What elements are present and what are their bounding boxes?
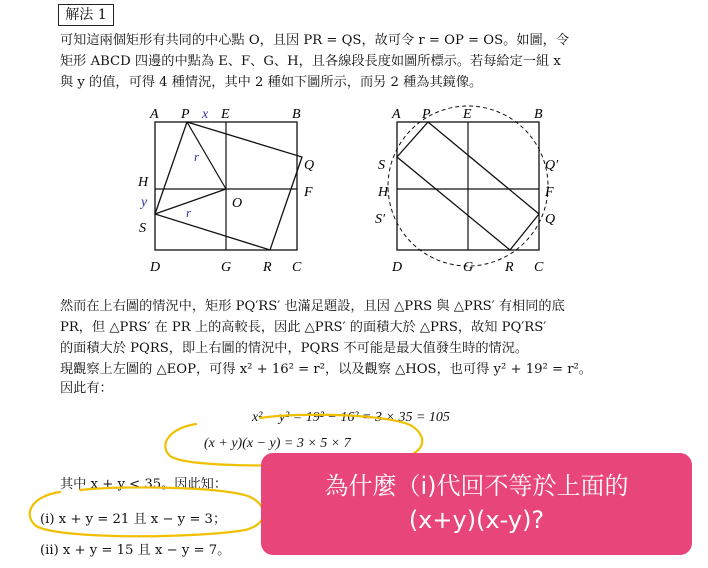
solution-heading: 解法 1 bbox=[58, 4, 114, 26]
label-r-lower: r bbox=[186, 205, 192, 220]
intro-line-1: 可知這兩個矩形有共同的中心點 O，且因 PR = QS，故可令 r = OP = OS。如圖，令 bbox=[60, 33, 570, 48]
label-S-prime: S′ bbox=[375, 212, 386, 227]
label-D: D bbox=[150, 260, 161, 275]
analysis-line-5: 因此有： bbox=[60, 381, 113, 396]
label-x: x bbox=[202, 107, 209, 122]
analysis-line-2: PR，但 △PRS′ 在 PR 上的高較長，因此 △PRS′ 的面積大於 △PRS，故知 PQ′RS′ bbox=[60, 320, 547, 335]
label-H: H bbox=[378, 185, 389, 200]
highlight-ellipse-case-1 bbox=[30, 488, 264, 537]
label-r-upper: r bbox=[194, 149, 200, 164]
intro-line-3: 與 y 的值，可得 4 種情況，其中 2 種如下圖所示，而另 2 種為其鏡像。 bbox=[60, 75, 483, 90]
equation-difference-of-squares: x² − y² = 19² − 16² = 3 × 35 = 105 bbox=[252, 410, 450, 425]
label-P: P bbox=[422, 107, 431, 122]
label-P: P bbox=[181, 107, 190, 122]
label-R: R bbox=[263, 260, 272, 275]
label-F: F bbox=[304, 185, 313, 200]
label-C: C bbox=[292, 260, 302, 275]
label-G: G bbox=[463, 260, 474, 275]
conclusion-case-1: (i) x + y = 21 且 x − y = 3； bbox=[40, 512, 227, 527]
label-G: G bbox=[221, 260, 232, 275]
analysis-line-1: 然而在上右圖的情況中，矩形 PQ′RS′ 也滿足題設，且因 △PRS 與 △PRS′ 有相同的底 bbox=[60, 299, 565, 314]
label-Q: Q bbox=[545, 212, 556, 227]
label-C: C bbox=[534, 260, 544, 275]
note-line-1: 為什麼（i)代回不等於上面的 bbox=[324, 472, 629, 500]
label-E: E bbox=[463, 107, 472, 122]
note-line-2: (x+y)(x-y)? bbox=[408, 506, 545, 534]
label-E: E bbox=[221, 107, 230, 122]
label-B: B bbox=[292, 107, 301, 122]
conclusion-case-2: (ii) x + y = 15 且 x − y = 7。 bbox=[40, 543, 231, 558]
label-y: y bbox=[141, 195, 148, 210]
label-B: B bbox=[534, 107, 543, 122]
analysis-line-4: 現觀察上左圖的 △EOP，可得 x² + 16² = r²，以及觀察 △HOS，也可得 y² + 19² = r²。 bbox=[60, 362, 592, 377]
analysis-line-3: 的面積大於 PQRS，即上右圖的情況中，PQRS 不可能是最大值發生時的情況。 bbox=[60, 341, 529, 356]
label-D: D bbox=[392, 260, 403, 275]
label-Q-prime: Q′ bbox=[545, 158, 559, 173]
label-S: S bbox=[378, 158, 385, 173]
label-S: S bbox=[139, 221, 146, 236]
label-Q: Q bbox=[304, 158, 315, 173]
label-A: A bbox=[392, 107, 401, 122]
equation-factored: (x + y)(x − y) = 3 × 5 × 7 bbox=[204, 436, 351, 451]
label-O: O bbox=[232, 196, 243, 211]
question-note bbox=[261, 453, 692, 555]
label-H: H bbox=[138, 175, 149, 190]
intro-line-2: 矩形 ABCD 四邊的中點為 E、F、G、H，且各線段長度如圖所標示。若每給定一組 x bbox=[60, 54, 561, 69]
label-R: R bbox=[505, 260, 514, 275]
label-F: F bbox=[545, 185, 554, 200]
conclusion-lead: 其中 x + y < 35。因此知： bbox=[60, 477, 228, 492]
label-A: A bbox=[150, 107, 159, 122]
